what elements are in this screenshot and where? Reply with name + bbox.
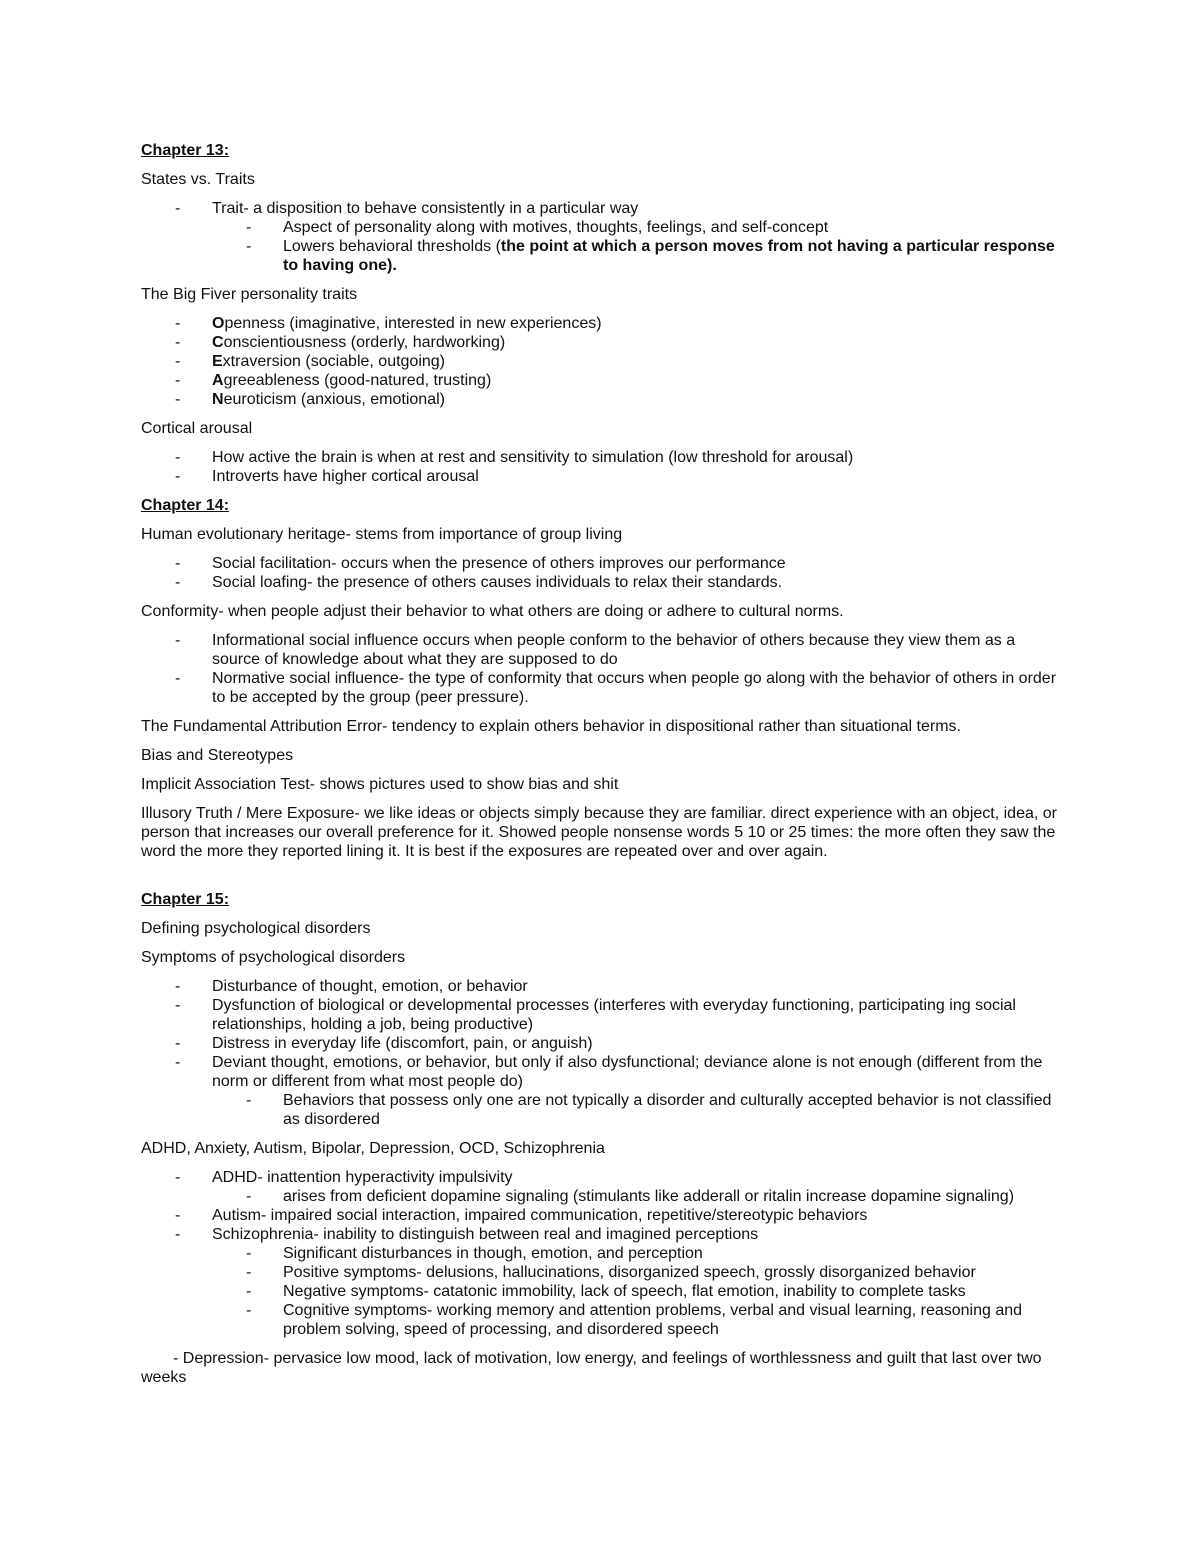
depression-paragraph: - Depression- pervasice low mood, lack of motivation, low energy, and feelings of worthlessness and guilt that last over two weeks — [141, 1350, 1042, 1386]
defining-disorders: Defining psychological disorders — [141, 920, 371, 937]
thresholds-text: Lowers behavioral thresholds ( — [283, 238, 501, 255]
states-vs-traits: States vs. Traits — [141, 171, 255, 188]
list-item — [141, 1168, 1060, 1206]
list-item: - Normative social influence- the type of conformity that occurs when people go along with the behavior of others in order to be accepted by the group (peer pressure). — [141, 669, 1060, 707]
list-item — [141, 1053, 1060, 1129]
conformity-title: Conformity- when people adjust their behavior to what others are doing or adhere to cultural norms. — [141, 603, 844, 620]
conscientiousness-letter: C — [212, 334, 224, 351]
big-five-title: The Big Fiver personality traits — [141, 286, 358, 303]
thresholds-bold-text: the point at which a person moves from not having a particular response to having one). — [283, 238, 1055, 274]
iat-paragraph: Implicit Association Test- shows pictures used to show bias and shit — [141, 776, 619, 793]
list-item: - Positive symptoms- delusions, hallucinations, disorganized speech, grossly disorganized behavior — [212, 1263, 1060, 1282]
chapter-14-heading: Chapter 14: — [141, 497, 230, 514]
list-item: - Behaviors that possess only one are not typically a disorder and culturally accepted behavior is not classified as disordered — [212, 1091, 1060, 1129]
agreeableness-text: greeableness (good-natured, trusting) — [223, 372, 492, 389]
openness-text: penness (imaginative, interested in new experiences) — [224, 315, 602, 332]
adhd-text: ADHD- inattention hyperactivity impulsivity — [212, 1169, 513, 1186]
cortical-list — [141, 448, 1060, 486]
agreeableness-letter: A — [212, 372, 224, 389]
list-item: - Dysfunction of biological or developmental processes (interferes with everyday functioning, participating ing social relationships, holding a job, being productive) — [141, 996, 1060, 1034]
list-item: - Introverts have higher cortical arousal — [141, 467, 1060, 486]
list-item — [141, 390, 1060, 409]
conscientiousness-text: onscientiousness (orderly, hardworking) — [223, 334, 506, 351]
trait-definition: Trait- a disposition to behave consistently in a particular way — [212, 200, 639, 217]
list-item — [141, 333, 1060, 352]
trait-sublist — [212, 218, 1060, 275]
deviant-text: Deviant thought, emotions, or behavior, but only if also dysfunctional; deviance alone is not enough (different from the norm or different from what most people do) — [212, 1054, 1043, 1090]
list-item: - Social facilitation- occurs when the presence of others improves our performance — [141, 554, 1060, 573]
neuroticism-text: euroticism (anxious, emotional) — [223, 391, 445, 408]
adhd-sublist — [212, 1187, 1060, 1206]
list-item — [212, 237, 1060, 275]
disorders-list-title: ADHD, Anxiety, Autism, Bipolar, Depression, OCD, Schizophrenia — [141, 1140, 605, 1157]
fae-paragraph: The Fundamental Attribution Error- tendency to explain others behavior in dispositional rather than situational terms. — [141, 718, 961, 735]
list-item: - Social loafing- the presence of others causes individuals to relax their standards. — [141, 573, 1060, 592]
list-item — [141, 371, 1060, 390]
list-item: - Distress in everyday life (discomfort, pain, or anguish) — [141, 1034, 1060, 1053]
spacer — [141, 871, 1060, 890]
list-item: - Informational social influence occurs when people conform to the behavior of others because they view them as a source of knowledge about what they are supposed to do — [141, 631, 1060, 669]
heritage-list — [141, 554, 1060, 592]
symptoms-title: Symptoms of psychological disorders — [141, 949, 406, 966]
chapter-13-heading: Chapter 13: — [141, 142, 230, 159]
list-item: - Negative symptoms- catatonic immobility, lack of speech, flat emotion, inability to complete tasks — [212, 1282, 1060, 1301]
trait-list — [141, 199, 1060, 275]
big-five-list — [141, 314, 1060, 409]
conformity-list — [141, 631, 1060, 707]
symptoms-list — [141, 977, 1060, 1129]
neuroticism-letter: N — [212, 391, 224, 408]
openness-letter: O — [212, 315, 225, 332]
list-item: - How active the brain is when at rest and sensitivity to simulation (low threshold for arousal) — [141, 448, 1060, 467]
list-item: - Significant disturbances in though, emotion, and perception — [212, 1244, 1060, 1263]
heritage-title: Human evolutionary heritage- stems from importance of group living — [141, 526, 623, 543]
cortical-arousal-title: Cortical arousal — [141, 420, 253, 437]
list-item: - Autism- impaired social interaction, impaired communication, repetitive/stereotypic behaviors — [141, 1206, 1060, 1225]
extraversion-letter: E — [212, 353, 223, 370]
list-item — [141, 199, 1060, 275]
extraversion-text: xtraversion (sociable, outgoing) — [222, 353, 446, 370]
illusory-truth-paragraph: Illusory Truth / Mere Exposure- we like ideas or objects simply because they are familiar. direct experience with an object, idea, or person that increases our overall preference for it. Showed people nonsense words 5 10 or 25 times: the more often they saw the word the more they reported lining it. It is best if the exposures are repeated over and over again. — [141, 805, 1057, 860]
list-item: - Disturbance of thought, emotion, or behavior — [141, 977, 1060, 996]
disorders-list — [141, 1168, 1060, 1339]
list-item: - arises from deficient dopamine signaling (stimulants like adderall or ritalin increase dopamine signaling) — [212, 1187, 1060, 1206]
schizophrenia-text: Schizophrenia- inability to distinguish between real and imagined perceptions — [212, 1226, 759, 1243]
list-item — [141, 352, 1060, 371]
bias-paragraph: Bias and Stereotypes — [141, 747, 294, 764]
chapter-15-heading: Chapter 15: — [141, 891, 230, 908]
list-item — [141, 314, 1060, 333]
schizophrenia-sublist — [212, 1244, 1060, 1339]
list-item: - Cognitive symptoms- working memory and attention problems, verbal and visual learning, reasoning and problem solving, speed of processing, and disordered speech — [212, 1301, 1060, 1339]
deviant-sublist — [212, 1091, 1060, 1129]
list-item: - Aspect of personality along with motives, thoughts, feelings, and self-concept — [212, 218, 1060, 237]
list-item — [141, 1225, 1060, 1339]
